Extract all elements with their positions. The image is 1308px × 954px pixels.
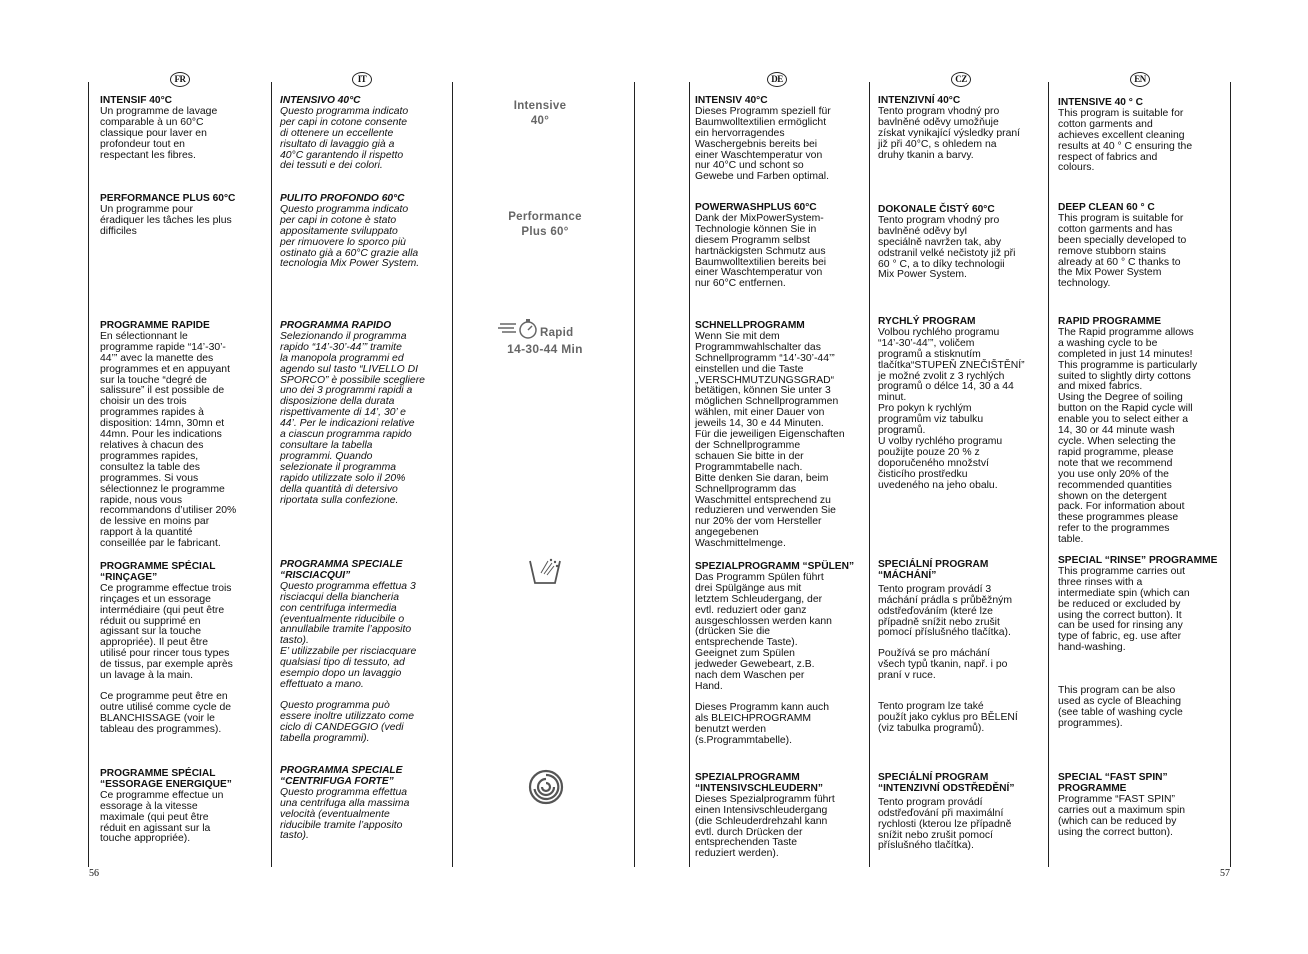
section-body: En sélectionnant le programme rapide “14’-30’- 44’” avec la manette des programmes et en appuyant sur la touche “degré de salissure” il est possible de choisir un des trois programmes rapides à disposition: 14mn, 30mn et 44mn. Pour les indications relatives à chacun des programmes rapides, consultez la table des programmes. Si vous sélectionnez le programme rapide, nous vous recommandons d’utiliser 20% de lessive en moins par rapport à la quantité conseillée par le fabricant.: [100, 330, 237, 550]
language-badge-it: IT: [352, 72, 372, 87]
section-intensive: [695, 96, 865, 183]
section-note: Ce programme peut être en outre utilisé comme cycle de BLANCHISSAGE (voir le tableau des programmes).: [100, 690, 232, 735]
section-heading: PERFORMANCE PLUS 60°C: [100, 193, 236, 204]
language-badge-fr: FR: [170, 72, 190, 87]
section-body: Das Programm Spülen führt drei Spülgänge aus mit letztem Schleudergang, der evtl. reduziert oder ganz ausgeschlossen werden kann (drücken Sie die entsprechende Taste). Geeignet zum Spülen jedweder Gewebeart, z.B. nach dem Waschen per Hand.: [695, 571, 832, 692]
section-body: Questo programma indicato per capi in cotone è stato appositamente sviluppato per rimuovere lo sporco più ostinato già a 60°C grazie alla tecnologia Mix Power System.: [280, 203, 420, 270]
section-performance: [280, 194, 448, 270]
page-number-left: 56: [89, 868, 99, 879]
spin-icon: [527, 768, 565, 806]
section-body: Dank der MixPowerSystem- Technologie können Sie in diesem Programm selbst hartnäckigsten Schmutz aus Baumwolltextilien bereits bei einer Waschtemperatur von nur 60°C entfernen.: [695, 212, 827, 290]
rapid-symbol-label: Rapid: [540, 327, 574, 339]
column-divider: [1230, 82, 1231, 867]
column-divider: [271, 82, 272, 867]
section-body: Dieses Spezialprogramm führt einen Intensivschleudergang (die Schleuderdrehzahl kann evtl. durch Drücken der entsprechenden Taste reduziert werden).: [695, 793, 835, 860]
page-number-right: 57: [1220, 868, 1230, 879]
language-badge-en: EN: [1130, 72, 1150, 87]
section-spin: [100, 769, 265, 845]
section-body: The Rapid programme allows a washing cycle to be completed in just 14 minutes! This programme is particularly suited to slightly dirty cottons and mixed fabrics. Using the Degree of soiling button on the Rapid cycle will enable you to select either a 14, 30 or 44 minute wash cycle. When selecting the rapid programme, please note that we recommend you use only 20% of the recommended quantities shown on the detergent pack. For information about these programmes please refer to the programmes table.: [1058, 326, 1198, 546]
section-intensive: [280, 96, 448, 172]
section-rinse: [100, 562, 265, 736]
section-body: Un programme pour éradiquer les tâches les plus difficiles: [100, 203, 232, 237]
section-heading: PROGRAMME RAPIDE: [100, 320, 210, 331]
section-note: Dieses Programm kann auch als BLEICHPROGRAMM benutzt werden (s.Programmtabelle).: [695, 701, 829, 746]
section-performance: [100, 194, 265, 238]
section-heading: PROGRAMME SPÉCIAL “RINÇAGE”: [100, 561, 216, 583]
section-body: Questo programma effettua una centrifuga alla massima velocità (eventualmente riducibile tramite l’apposito tasto).: [280, 786, 410, 842]
section-heading: INTENSIVE 40 ° C: [1058, 97, 1144, 108]
section-body: Un programme de lavage comparable à un 60°C classique pour laver en profondeur tout en respectant les fibres.: [100, 105, 218, 161]
section-rapid: [695, 321, 865, 550]
section-body: Tento program vhodný pro bavlněné oděvy byl speciálně navržen tak, aby odstranil velké nečistoty již při 60 ° C, a to díky technologii Mix Power System.: [878, 214, 1016, 281]
column-divider: [88, 82, 89, 867]
section-heading: RYCHLÝ PROGRAM: [878, 316, 976, 327]
section-body: Ce programme effectue un essorage à la vitesse maximale (qui peut être réduit en agissant sur la touche appropriée).: [100, 789, 224, 845]
section-heading: PULITO PROFONDO 60°C: [280, 193, 405, 204]
section-heading: PROGRAMMA SPECIALE “CENTRIFUGA FORTE”: [280, 765, 403, 787]
section-heading: RAPID PROGRAMME: [1058, 316, 1162, 327]
section-heading: DOKONALE ČISTÝ 60°C: [878, 204, 995, 215]
section-note: Questo programma può essere inoltre utilizzato come ciclo di CANDEGGIO (vedi tabella programmi).: [280, 699, 414, 744]
intensive-symbol-label: Intensive 40°: [513, 100, 567, 127]
section-body: Questo programma indicato per capi in cotone consente di ottenere un eccellente risultato di lavaggio già a 40°C garantendo il rispetto dei tessuti e dei colori.: [280, 105, 409, 172]
section-body: This program is suitable for cotton garments and has been specially developed to remove stubborn stains already at 60 ° C thanks to the Mix Power System technology.: [1058, 212, 1187, 290]
section-note-bleaching: Tento program lze také použít jako cyklus pro BĚLENÍ (viz tabulka programů).: [878, 701, 1018, 734]
column-divider: [452, 82, 453, 867]
section-body: Tento program vhodný pro bavlněné oděvy umožňuje získat vynikající výsledky praní již při 40°C, s ohledem na druhy tkanin a barvy.: [878, 105, 1021, 161]
section-body: Selezionando il programma rapido “14’-30’-44’” tramite la manopola programmi ed agendo sul tasto “LIVELLO DI SPORCO” è possibile scegliere uno dei 3 programmi rapidi a disposizione della durata rispettivamente di 14’, 30’ e 44’. Per le indicazioni relative a ciascun programma rapido consultare la tabella programmi. Quando selezionate il programma rapido utilizzate solo il 20% della quantità di detersivo riportata sulla confezione.: [280, 330, 425, 506]
stopwatch-icon: [498, 318, 542, 340]
section-rinse: [1058, 556, 1226, 730]
section-performance: [878, 205, 1044, 281]
section-rapid: [100, 321, 265, 550]
section-heading: INTENSIF 40°C: [100, 95, 173, 106]
section-heading: POWERWASHPLUS 60°C: [695, 202, 817, 213]
section-heading: SPECIÁLNÍ PROGRAM “INTENZIVNÍ ODSTŘEDĚNÍ”: [878, 772, 1015, 794]
section-note: This program can be also used as cycle of Bleaching (see table of washing cycle programmes).: [1058, 685, 1183, 729]
section-heading: INTENSIVO 40°C: [280, 95, 361, 106]
section-rinse: [878, 560, 1044, 735]
section-intensive: [878, 96, 1044, 161]
section-heading: INTENZIVNÍ 40°C: [878, 95, 961, 106]
section-body: Ce programme effectue trois rinçages et un essorage intermédiaire (qui peut être réduit ou supprimé en agissant sur la touche appropriée). Il peut être utilisé pour rincer tous types de tissus, par exemple après un lavage à la main.: [100, 582, 233, 682]
section-body: Programme “FAST SPIN” carries out a maximum spin (which can be reduced by using the correct button).: [1058, 793, 1186, 838]
section-performance: [695, 203, 865, 290]
section-intensive: [100, 96, 265, 161]
section-body: Tento program provádí 3 máchání prádla s průběžným odstřeďováním (které lze případně snížit nebo zrušit pomocí příslušného tlačítka).: [878, 583, 1012, 639]
section-heading: PROGRAMME SPÉCIAL “ESSORAGE ENERGIQUE”: [100, 768, 232, 790]
section-rapid: [878, 317, 1044, 492]
section-heading: SPEZIALPROGRAMM “SPÜLEN”: [695, 561, 855, 572]
section-spin: [878, 773, 1044, 852]
section-heading: PROGRAMMA RAPIDO: [280, 320, 392, 331]
section-heading: SPECIÁLNÍ PROGRAM “MÁCHÁNÍ”: [878, 559, 989, 581]
section-spin: [695, 773, 865, 860]
section-heading: SPEZIALPROGRAMM “INTENSIVSCHLEUDERN”: [695, 772, 823, 794]
section-body: This programme carries out three rinses with a intermediate spin (which can be reduced or excluded by using the correct button). It can be used for rinsing any type of fabric, eg. use after hand-washing.: [1058, 565, 1190, 654]
section-body: Volbou rychlého programu “14’-30’-44’”, voličem programů a stisknutím tlačítka“STUPEŇ ZNEČIŠTĚNÍ” je možné zvolit z 3 rychlých programů o délce 14, 30 a 44 minut. Pro pokyn k rychlým programům viz tabulku programů. U volby rychlého programu použijte pouze 20 % z doporučeného množství čisticího prostředku uvedeného na jeho obalu.: [878, 326, 1025, 491]
section-performance: [1058, 203, 1226, 290]
section-rinse: [695, 562, 865, 747]
section-rinse: [280, 560, 448, 745]
column-divider: [869, 82, 870, 867]
section-body: Dieses Programm speziell für Baumwolltextilien ermöglicht ein hervorragendes Waschergebnis bereits bei einer Waschtemperatur von nur 40°C und schont so Gewebe und Farben optimal.: [695, 105, 831, 183]
section-rapid: [1058, 317, 1226, 546]
column-divider: [689, 82, 690, 867]
column-divider: [1048, 82, 1049, 867]
section-spin: [1058, 773, 1226, 838]
language-badge-de: DE: [767, 72, 787, 87]
section-body: Wenn Sie mit dem Programmwahlschalter das Schnellprogramm “14’-30’-44’” einstellen und die Taste „VERSCHMUTZUNGSGRAD“ betätigen, können Sie unter 3 möglichen Schnellprogrammen wählen, mit einer Dauer von jeweils 14, 30 e 44 Minuten. Für die jeweiligen Eigenschaften der Schnellprogramme schauen Sie bitte in der Programmtabelle nach. Bitte denken Sie daran, beim Schnellprogramm das Waschmittel entsprechend zu reduzieren und verwenden Sie nur 20% der vom Hersteller angegebenen Waschmittelmenge.: [695, 330, 845, 550]
section-heading: SCHNELLPROGRAMM: [695, 320, 805, 331]
section-heading: SPECIAL “RINSE” PROGRAMME: [1058, 555, 1218, 566]
section-heading: DEEP CLEAN 60 ° C: [1058, 202, 1155, 213]
section-heading: SPECIAL “FAST SPIN” PROGRAMME: [1058, 772, 1168, 794]
section-spin: [280, 766, 448, 842]
section-heading: PROGRAMMA SPECIALE “RISCIACQUI”: [280, 559, 403, 581]
language-badge-cz: CZ: [951, 72, 971, 87]
section-body: Tento program provádí odstřeďování při maximální rychlosti (kterou lze případně snížit nebo zrušit pomocí příslušného tlačítka).: [878, 796, 1012, 852]
section-intensive: [1058, 98, 1226, 174]
section-body: Questo programma effettua 3 risciacqui della biancheria con centrifuga intermedia (eventualmente riducibile o annullabile tramite l’apposito tasto). E’ utilizzabile per risciacquare qualsiasi tipo di tessuto, ad esempio dopo un lavaggio effettuato a mano.: [280, 580, 417, 690]
section-heading: INTENSIV 40°C: [695, 95, 768, 106]
rinse-icon: [528, 555, 562, 587]
section-body: This program is suitable for cotton garments and achieves excellent cleaning results at 40 ° C ensuring the respect of fabrics and colours.: [1058, 107, 1193, 174]
performance-symbol-label: Performance Plus 60°: [508, 211, 582, 238]
section-rapid: [280, 321, 448, 506]
column-divider: [634, 82, 635, 867]
rapid-minutes-label: 14-30-44 Min: [507, 342, 583, 356]
section-note: Používá se pro máchání všech typů tkanin, např. i po praní v ruce.: [878, 648, 1008, 682]
